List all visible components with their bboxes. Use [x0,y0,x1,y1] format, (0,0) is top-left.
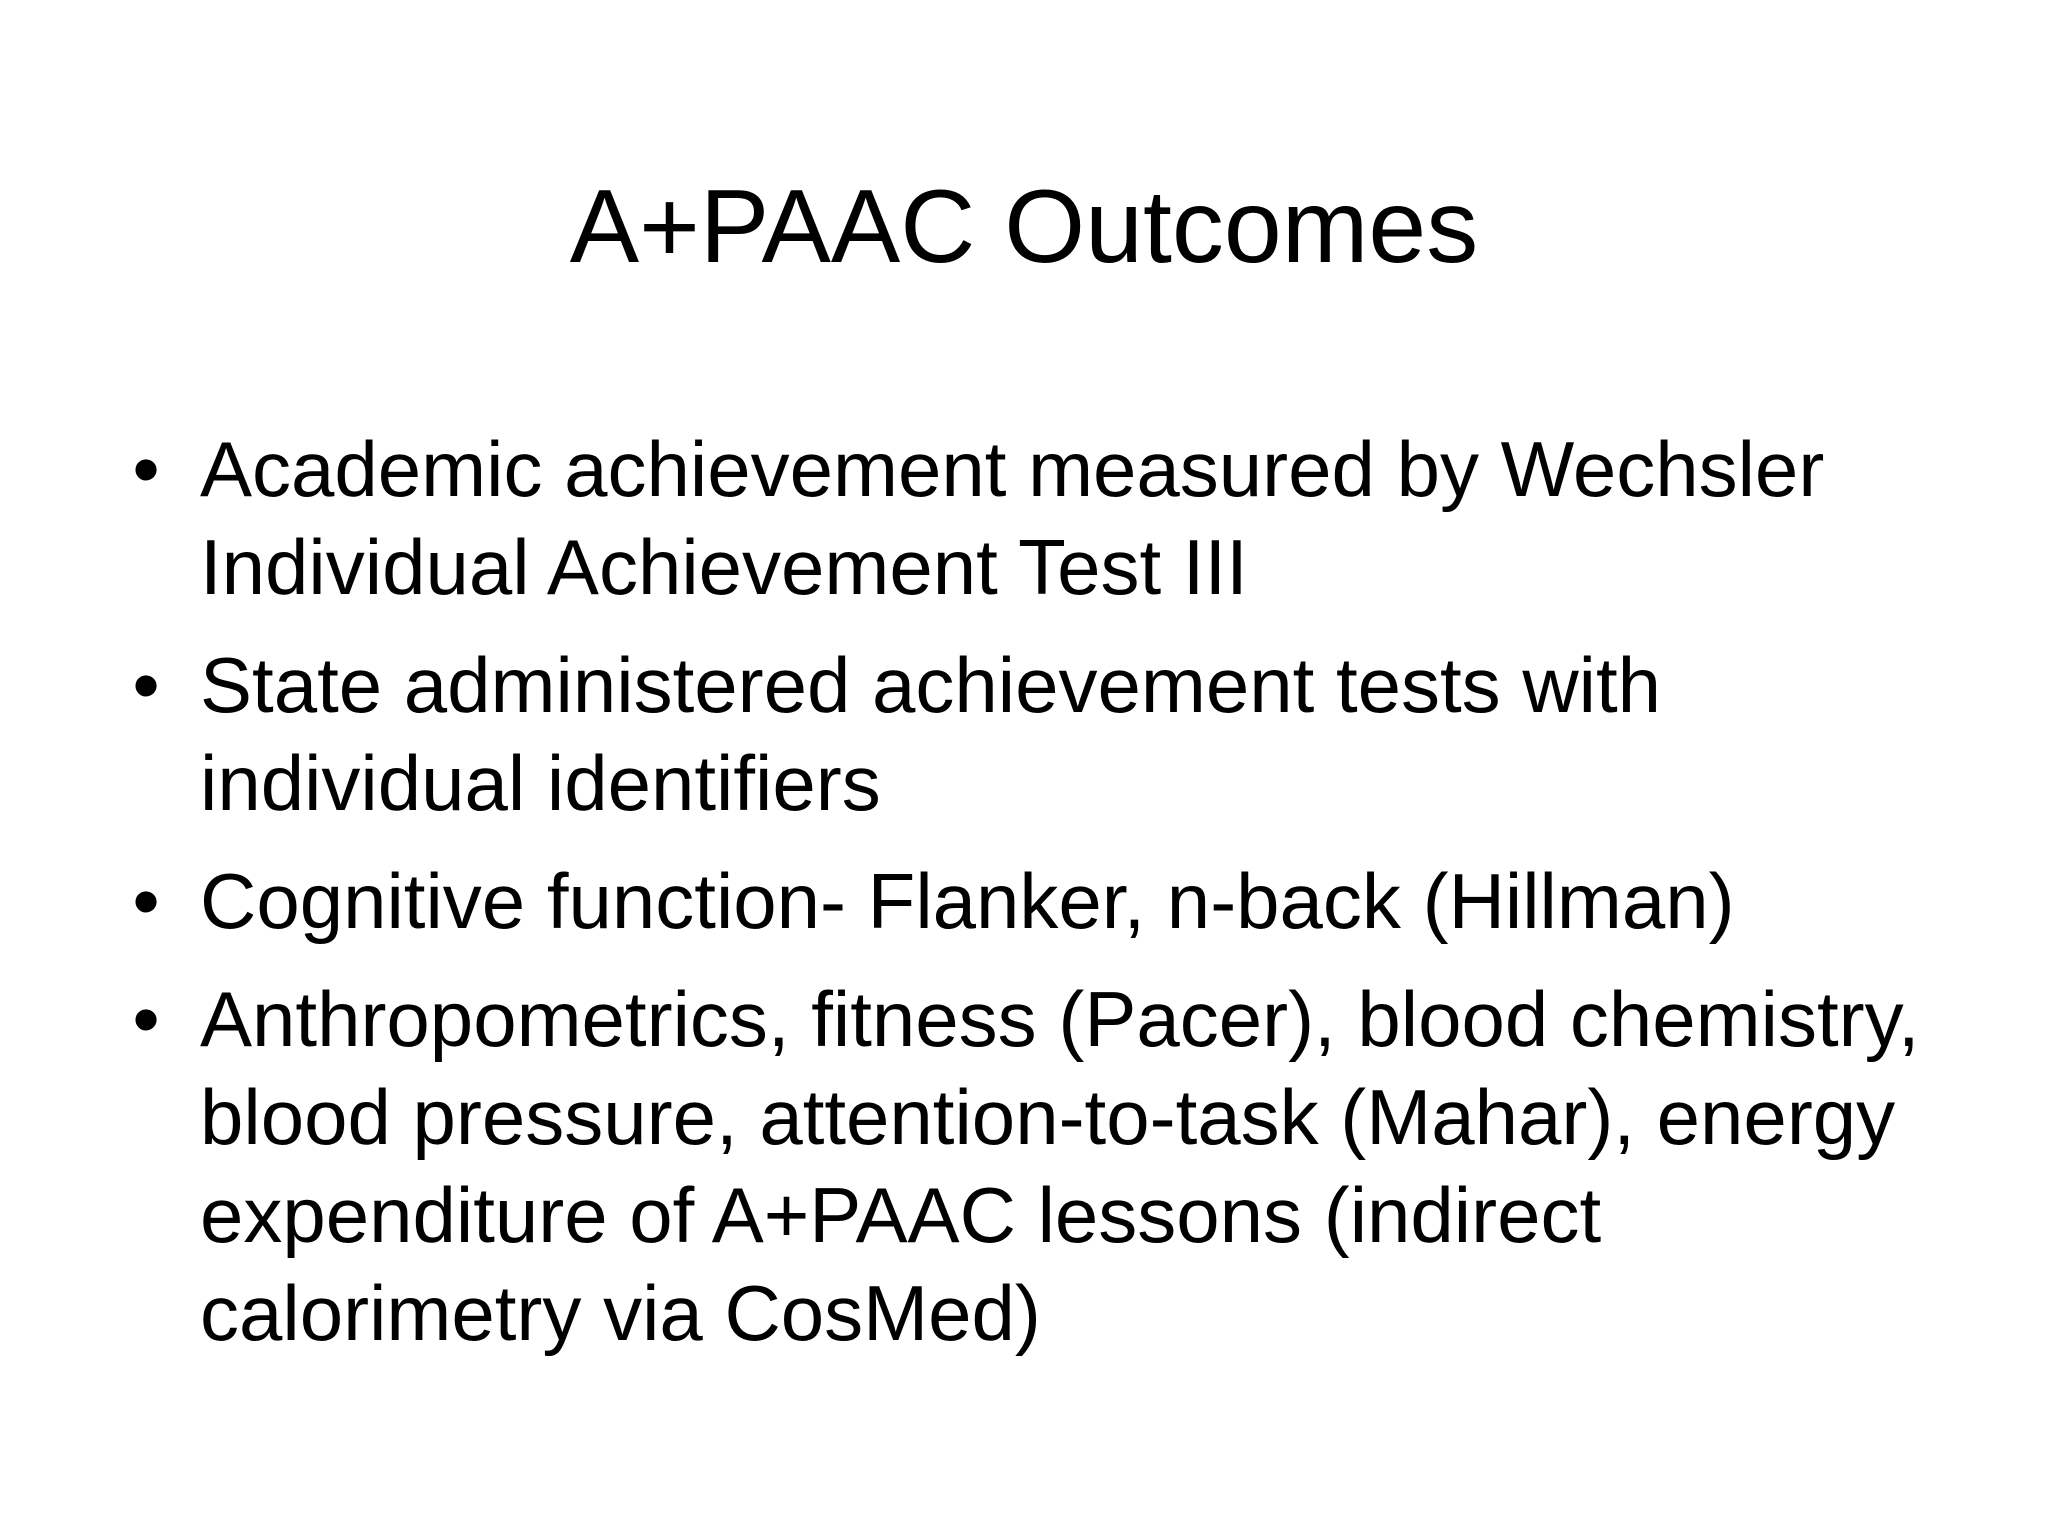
bullet-icon: • [132,857,160,945]
bullet-list [132,420,1960,1382]
bullet-item [132,852,1960,950]
bullet-item [132,420,1960,616]
bullet-text: Cognitive function- Flanker, n-back (Hillman) [200,857,1735,945]
bullet-item [132,970,1960,1362]
bullet-icon: • [132,975,160,1063]
bullet-text: State administered achievement tests with individual identifiers [200,641,1662,827]
bullet-text: Academic achievement measured by Wechsler Individual Achievement Test III [200,425,1825,611]
bullet-icon: • [132,641,160,729]
slide-title: A+PAAC Outcomes [569,169,1479,285]
bullet-text: Anthropometrics, fitness (Pacer), blood chemistry, blood pressure, attention-to-task (Mahar), energy expenditure of A+PAAC lessons (indirect calorimetry via CosMed) [200,975,1920,1357]
bullet-item [132,636,1960,832]
bullet-icon: • [132,425,160,513]
